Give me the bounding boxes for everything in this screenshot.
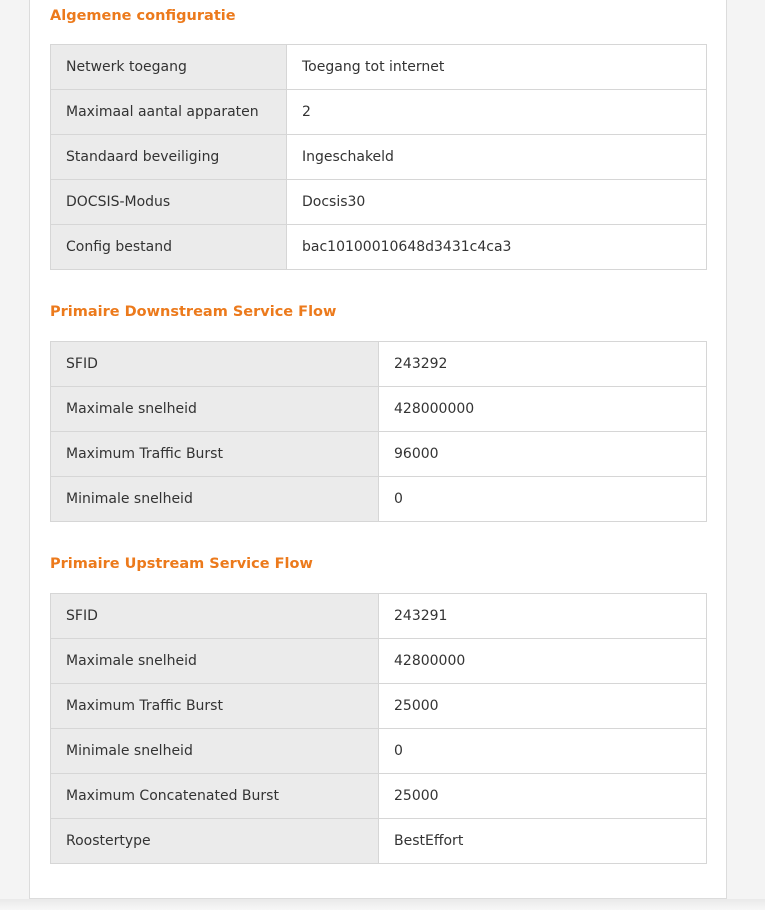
row-label: SFID — [51, 342, 379, 387]
table-row — [51, 180, 707, 225]
page-bottom-edge — [0, 899, 765, 910]
table-row — [51, 225, 707, 270]
table-row — [51, 639, 707, 684]
table-row — [51, 342, 707, 387]
table-row — [51, 135, 707, 180]
row-label: Maximale snelheid — [51, 387, 379, 432]
table-row — [51, 774, 707, 819]
row-value: 243292 — [379, 342, 707, 387]
table-row — [51, 729, 707, 774]
row-value: 0 — [379, 729, 707, 774]
table-row — [51, 819, 707, 864]
table-row — [51, 432, 707, 477]
row-value: Docsis30 — [287, 180, 707, 225]
row-value: 25000 — [379, 684, 707, 729]
section-title-upstream: Primaire Upstream Service Flow — [50, 556, 313, 572]
general-config-table — [50, 44, 707, 270]
row-value: 42800000 — [379, 639, 707, 684]
row-label: Netwerk toegang — [51, 45, 287, 90]
table-row — [51, 387, 707, 432]
row-label: DOCSIS-Modus — [51, 180, 287, 225]
section-title-general: Algemene configuratie — [50, 8, 236, 24]
row-label: Config bestand — [51, 225, 287, 270]
row-value: bac10100010648d3431c4ca3 — [287, 225, 707, 270]
row-value: 243291 — [379, 594, 707, 639]
row-value: Ingeschakeld — [287, 135, 707, 180]
table-row — [51, 45, 707, 90]
row-label: Maximale snelheid — [51, 639, 379, 684]
table-row — [51, 477, 707, 522]
row-label: Standaard beveiliging — [51, 135, 287, 180]
row-label: Minimale snelheid — [51, 729, 379, 774]
table-row — [51, 594, 707, 639]
row-value: Toegang tot internet — [287, 45, 707, 90]
row-value: BestEffort — [379, 819, 707, 864]
row-value: 25000 — [379, 774, 707, 819]
row-value: 428000000 — [379, 387, 707, 432]
row-value: 0 — [379, 477, 707, 522]
row-label: Maximum Traffic Burst — [51, 684, 379, 729]
downstream-flow-table — [50, 341, 707, 522]
row-label: Maximum Concatenated Burst — [51, 774, 379, 819]
section-title-downstream: Primaire Downstream Service Flow — [50, 304, 337, 320]
row-label: Maximum Traffic Burst — [51, 432, 379, 477]
row-value: 2 — [287, 90, 707, 135]
row-value: 96000 — [379, 432, 707, 477]
row-label: Minimale snelheid — [51, 477, 379, 522]
row-label: Roostertype — [51, 819, 379, 864]
upstream-flow-table — [50, 593, 707, 864]
config-panel — [29, 0, 727, 899]
row-label: Maximaal aantal apparaten — [51, 90, 287, 135]
table-row — [51, 90, 707, 135]
table-row — [51, 684, 707, 729]
row-label: SFID — [51, 594, 379, 639]
